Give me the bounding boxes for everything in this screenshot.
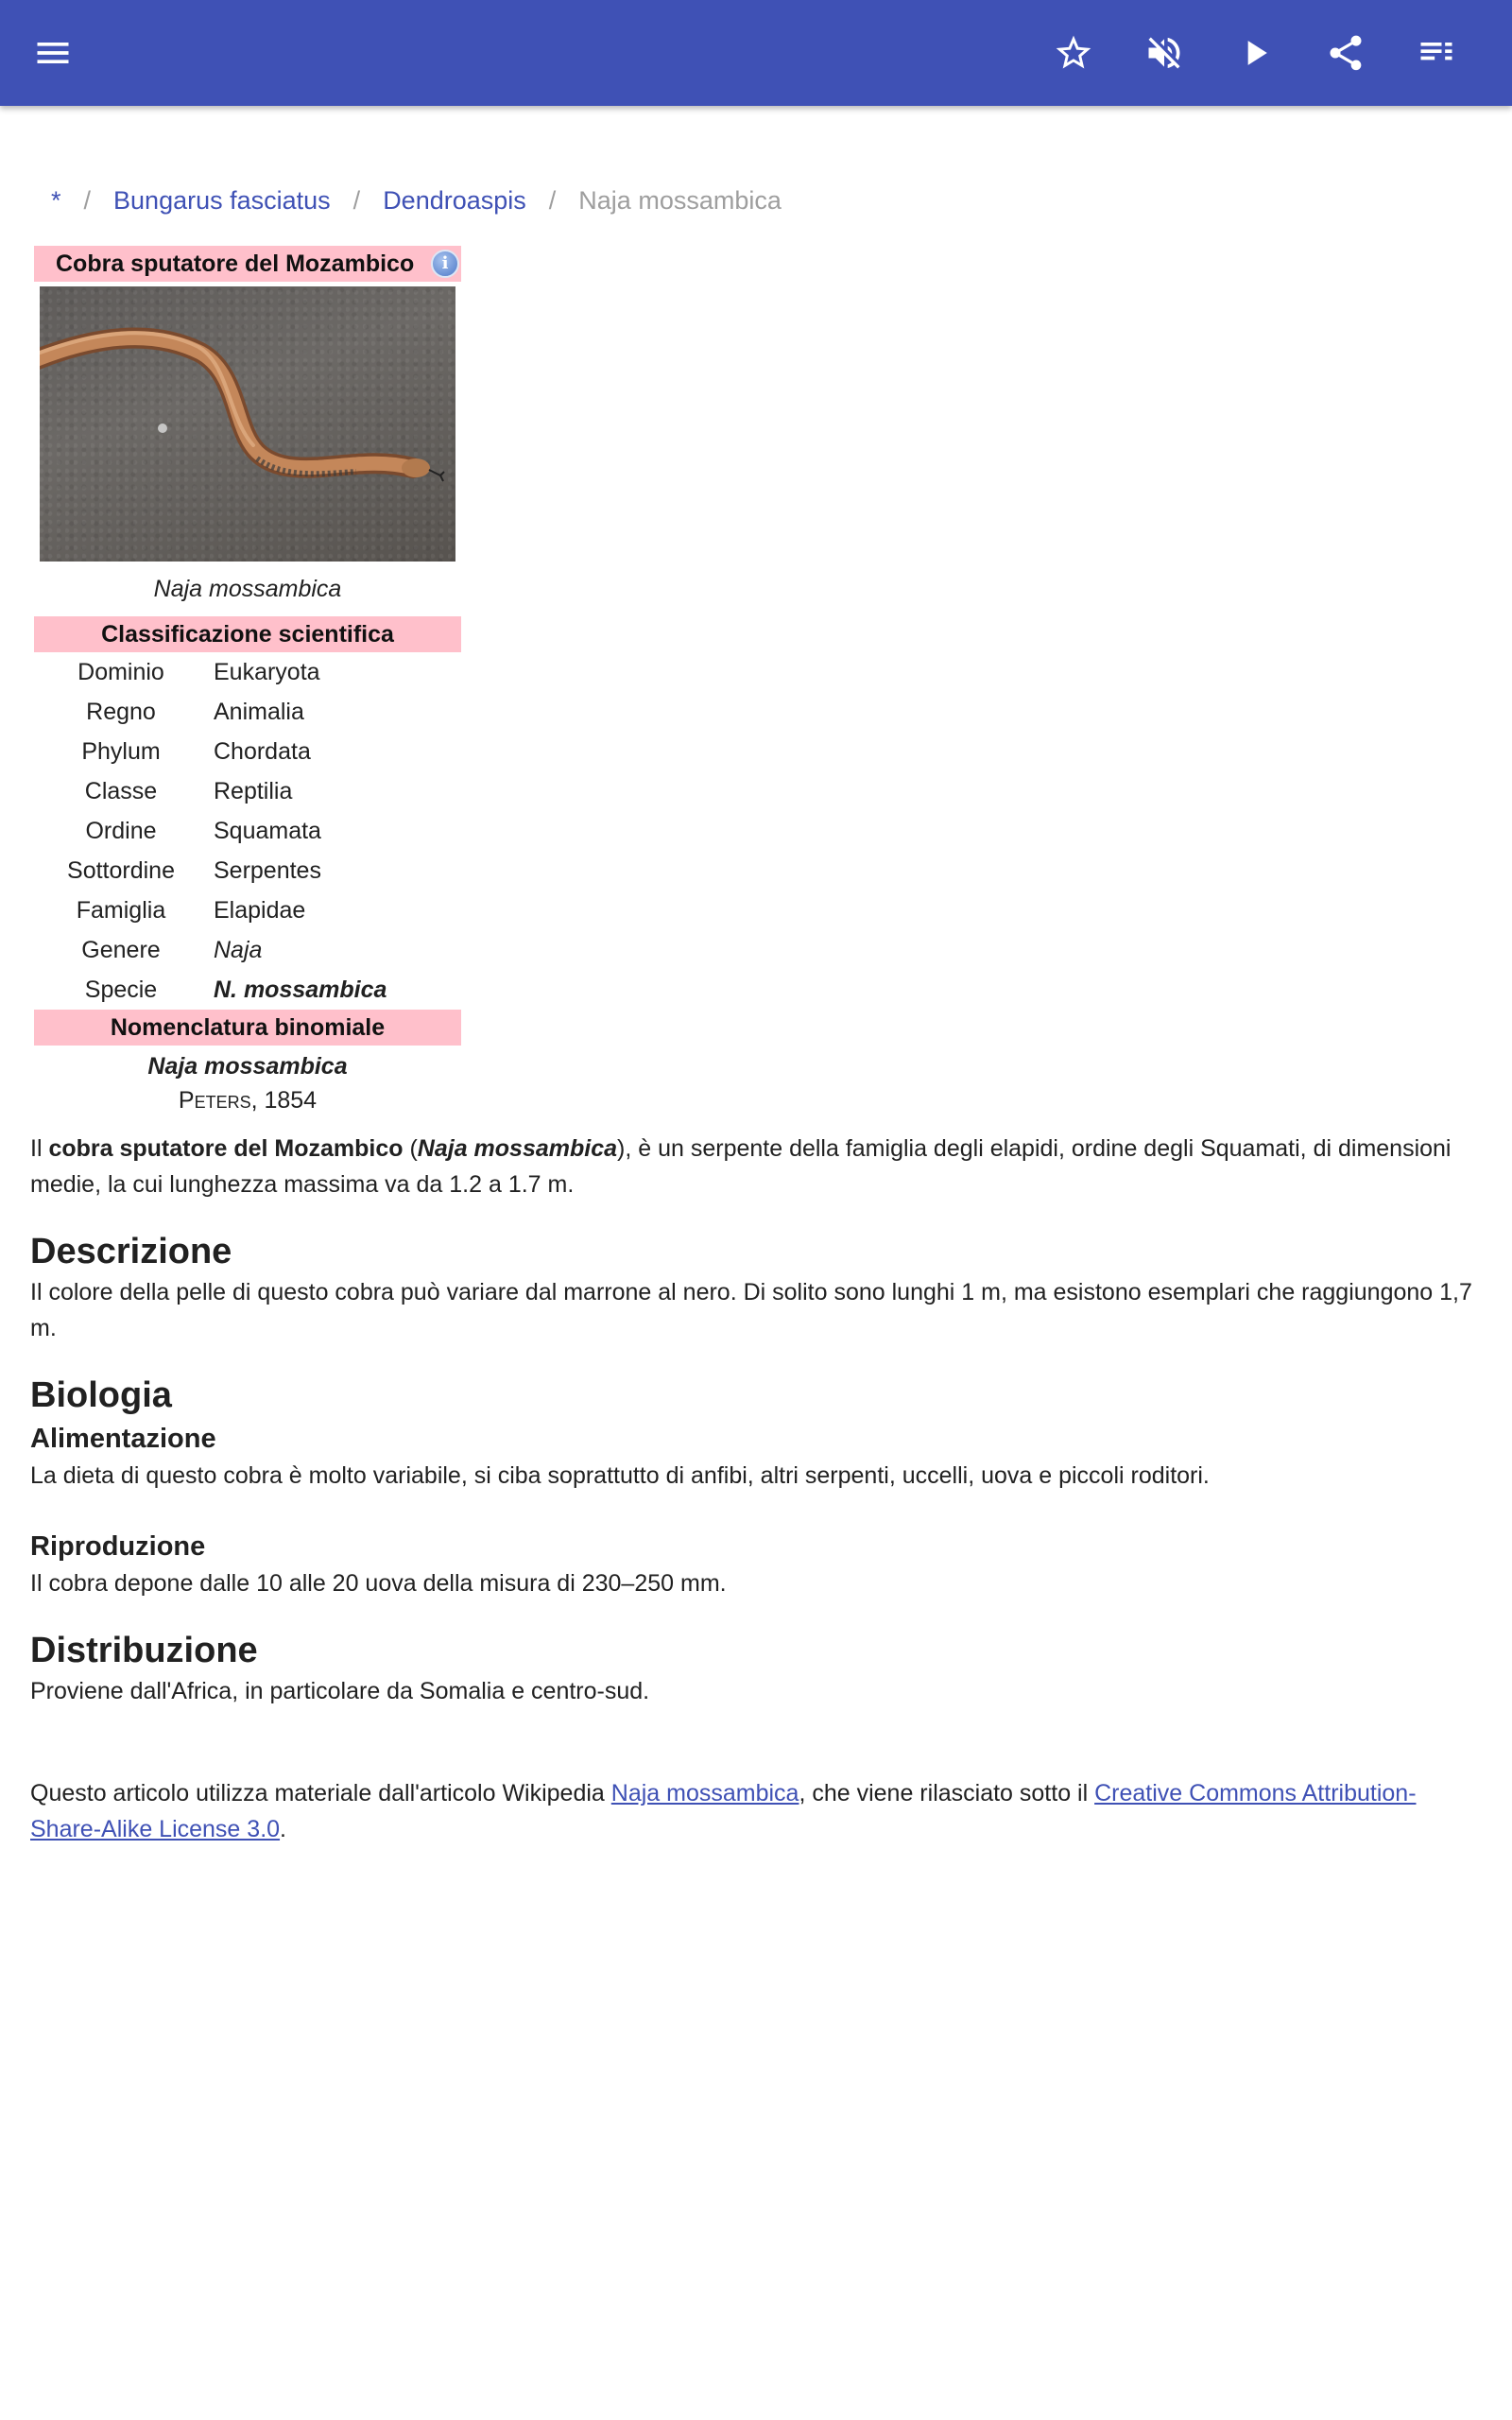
intro-text: Il — [30, 1135, 49, 1162]
footer-text: , che viene rilasciato sotto il — [799, 1780, 1095, 1806]
taxonomy-row — [34, 692, 461, 732]
taxonomy-value[interactable]: Reptilia — [214, 778, 293, 804]
article-body — [30, 1131, 1482, 1847]
footer-text: . — [280, 1816, 286, 1842]
species-photo[interactable] — [40, 286, 455, 562]
intro-scientific-name: Naja mossambica — [417, 1135, 618, 1162]
taxonomy-value[interactable]: Eukaryota — [214, 659, 320, 685]
breadcrumb-separator: / — [352, 185, 361, 215]
intro-paragraph — [30, 1131, 1482, 1202]
taxonomy-row — [34, 851, 461, 890]
play-icon[interactable] — [1225, 23, 1285, 83]
taxonomy-value[interactable]: Serpentes — [214, 857, 321, 884]
taxonomy-value: N. mossambica — [214, 977, 387, 1003]
heading-riproduzione: Riproduzione — [30, 1531, 206, 1562]
heading-descrizione: Descrizione — [30, 1232, 232, 1271]
info-icon[interactable]: i — [431, 250, 459, 278]
intro-text: ( — [403, 1135, 418, 1162]
taxobox-title: Cobra sputatore del Mozambico — [56, 251, 415, 277]
taxonomy-rank: Famiglia — [76, 897, 166, 924]
taxonomy-row — [34, 811, 461, 851]
breadcrumb — [51, 172, 782, 229]
intro-common-name: cobra sputatore del Mozambico — [48, 1135, 404, 1162]
app-bar — [0, 0, 1512, 106]
paragraph-distribuzione: Proviene dall'Africa, in particolare da Somalia e centro-sud. — [30, 1678, 650, 1704]
license-footer — [30, 1775, 1482, 1847]
photo-caption: Naja mossambica — [153, 576, 342, 602]
taxonomy-value[interactable]: Elapidae — [214, 897, 306, 924]
binomial-header: Nomenclatura binomiale — [34, 1010, 461, 1046]
taxonomy-rank: Phylum — [81, 738, 161, 765]
paragraph-riproduzione: Il cobra depone dalle 10 alle 20 uova della misura di 230–250 mm. — [30, 1570, 727, 1597]
binomial-authority — [34, 1083, 461, 1117]
taxonomy-value[interactable]: Animalia — [214, 699, 304, 725]
breadcrumb-separator: / — [548, 185, 557, 215]
license-link[interactable]: Creative Commons Attribution-Share-Alike License 3.0 — [30, 1780, 1417, 1842]
taxonomy-row — [34, 652, 461, 692]
volume-off-icon[interactable] — [1134, 23, 1194, 83]
breadcrumb-separator: / — [83, 185, 92, 215]
taxonomy-value[interactable]: Squamata — [214, 818, 321, 844]
breadcrumb-item-bungarus[interactable]: Bungarus fasciatus — [113, 185, 331, 215]
taxonomy-row — [34, 771, 461, 811]
author-year: , 1854 — [250, 1087, 318, 1114]
taxonomy-rank: Genere — [81, 937, 161, 963]
breadcrumb-current: Naja mossambica — [578, 185, 782, 215]
classification-header: Classificazione scientifica — [34, 616, 461, 652]
taxonomy-value[interactable]: Chordata — [214, 738, 311, 765]
intro-text: ), è un serpente della famiglia degli elapidi, ordine degli Squamati, di dimensioni medie, la cui lunghezza massima va da 1.2 a 1.7 m. — [30, 1135, 1452, 1198]
taxonomy-rank: Ordine — [85, 818, 157, 844]
wikipedia-article-link[interactable]: Naja mossambica — [610, 1780, 799, 1806]
taxonomy-value[interactable]: Naja — [214, 937, 263, 963]
taxonomy-row — [34, 930, 461, 970]
playlist-icon[interactable] — [1406, 23, 1467, 83]
paragraph-alimentazione: La dieta di questo cobra è molto variabile, si ciba soprattutto di anfibi, altri serpenti, uccelli, uova e piccoli roditori. — [30, 1462, 1210, 1489]
heading-distribuzione: Distribuzione — [30, 1631, 258, 1670]
footer-text: Questo articolo utilizza materiale dall'articolo Wikipedia — [30, 1780, 611, 1806]
menu-icon[interactable] — [23, 23, 83, 83]
taxonomy-row — [34, 970, 461, 1010]
taxobox-title-header — [34, 246, 461, 282]
taxonomy-rank: Classe — [84, 778, 158, 804]
taxonomy-row — [34, 890, 461, 930]
taxonomy-rank: Dominio — [77, 659, 164, 685]
star-outline-icon[interactable] — [1043, 23, 1104, 83]
snake-illustration — [40, 286, 455, 562]
taxonomy-rank: Regno — [86, 699, 156, 725]
taxonomy-row — [34, 732, 461, 771]
share-icon[interactable] — [1315, 23, 1376, 83]
author-name[interactable]: Peters — [178, 1087, 251, 1114]
breadcrumb-item-dendroaspis[interactable]: Dendroaspis — [383, 185, 526, 215]
taxonomy-rank: Sottordine — [67, 857, 175, 884]
heading-alimentazione: Alimentazione — [30, 1424, 216, 1454]
heading-biologia: Biologia — [30, 1375, 172, 1415]
binomial-name: Naja mossambica — [147, 1053, 348, 1080]
taxonomy-rank: Specie — [84, 977, 158, 1003]
breadcrumb-item-root[interactable]: * — [51, 185, 61, 215]
taxobox — [34, 246, 461, 1117]
paragraph-descrizione: Il colore della pelle di questo cobra può variare dal marrone al nero. Di solito sono lunghi 1 m, ma esistono esemplari che raggiungono 1,7 m. — [30, 1279, 1472, 1341]
